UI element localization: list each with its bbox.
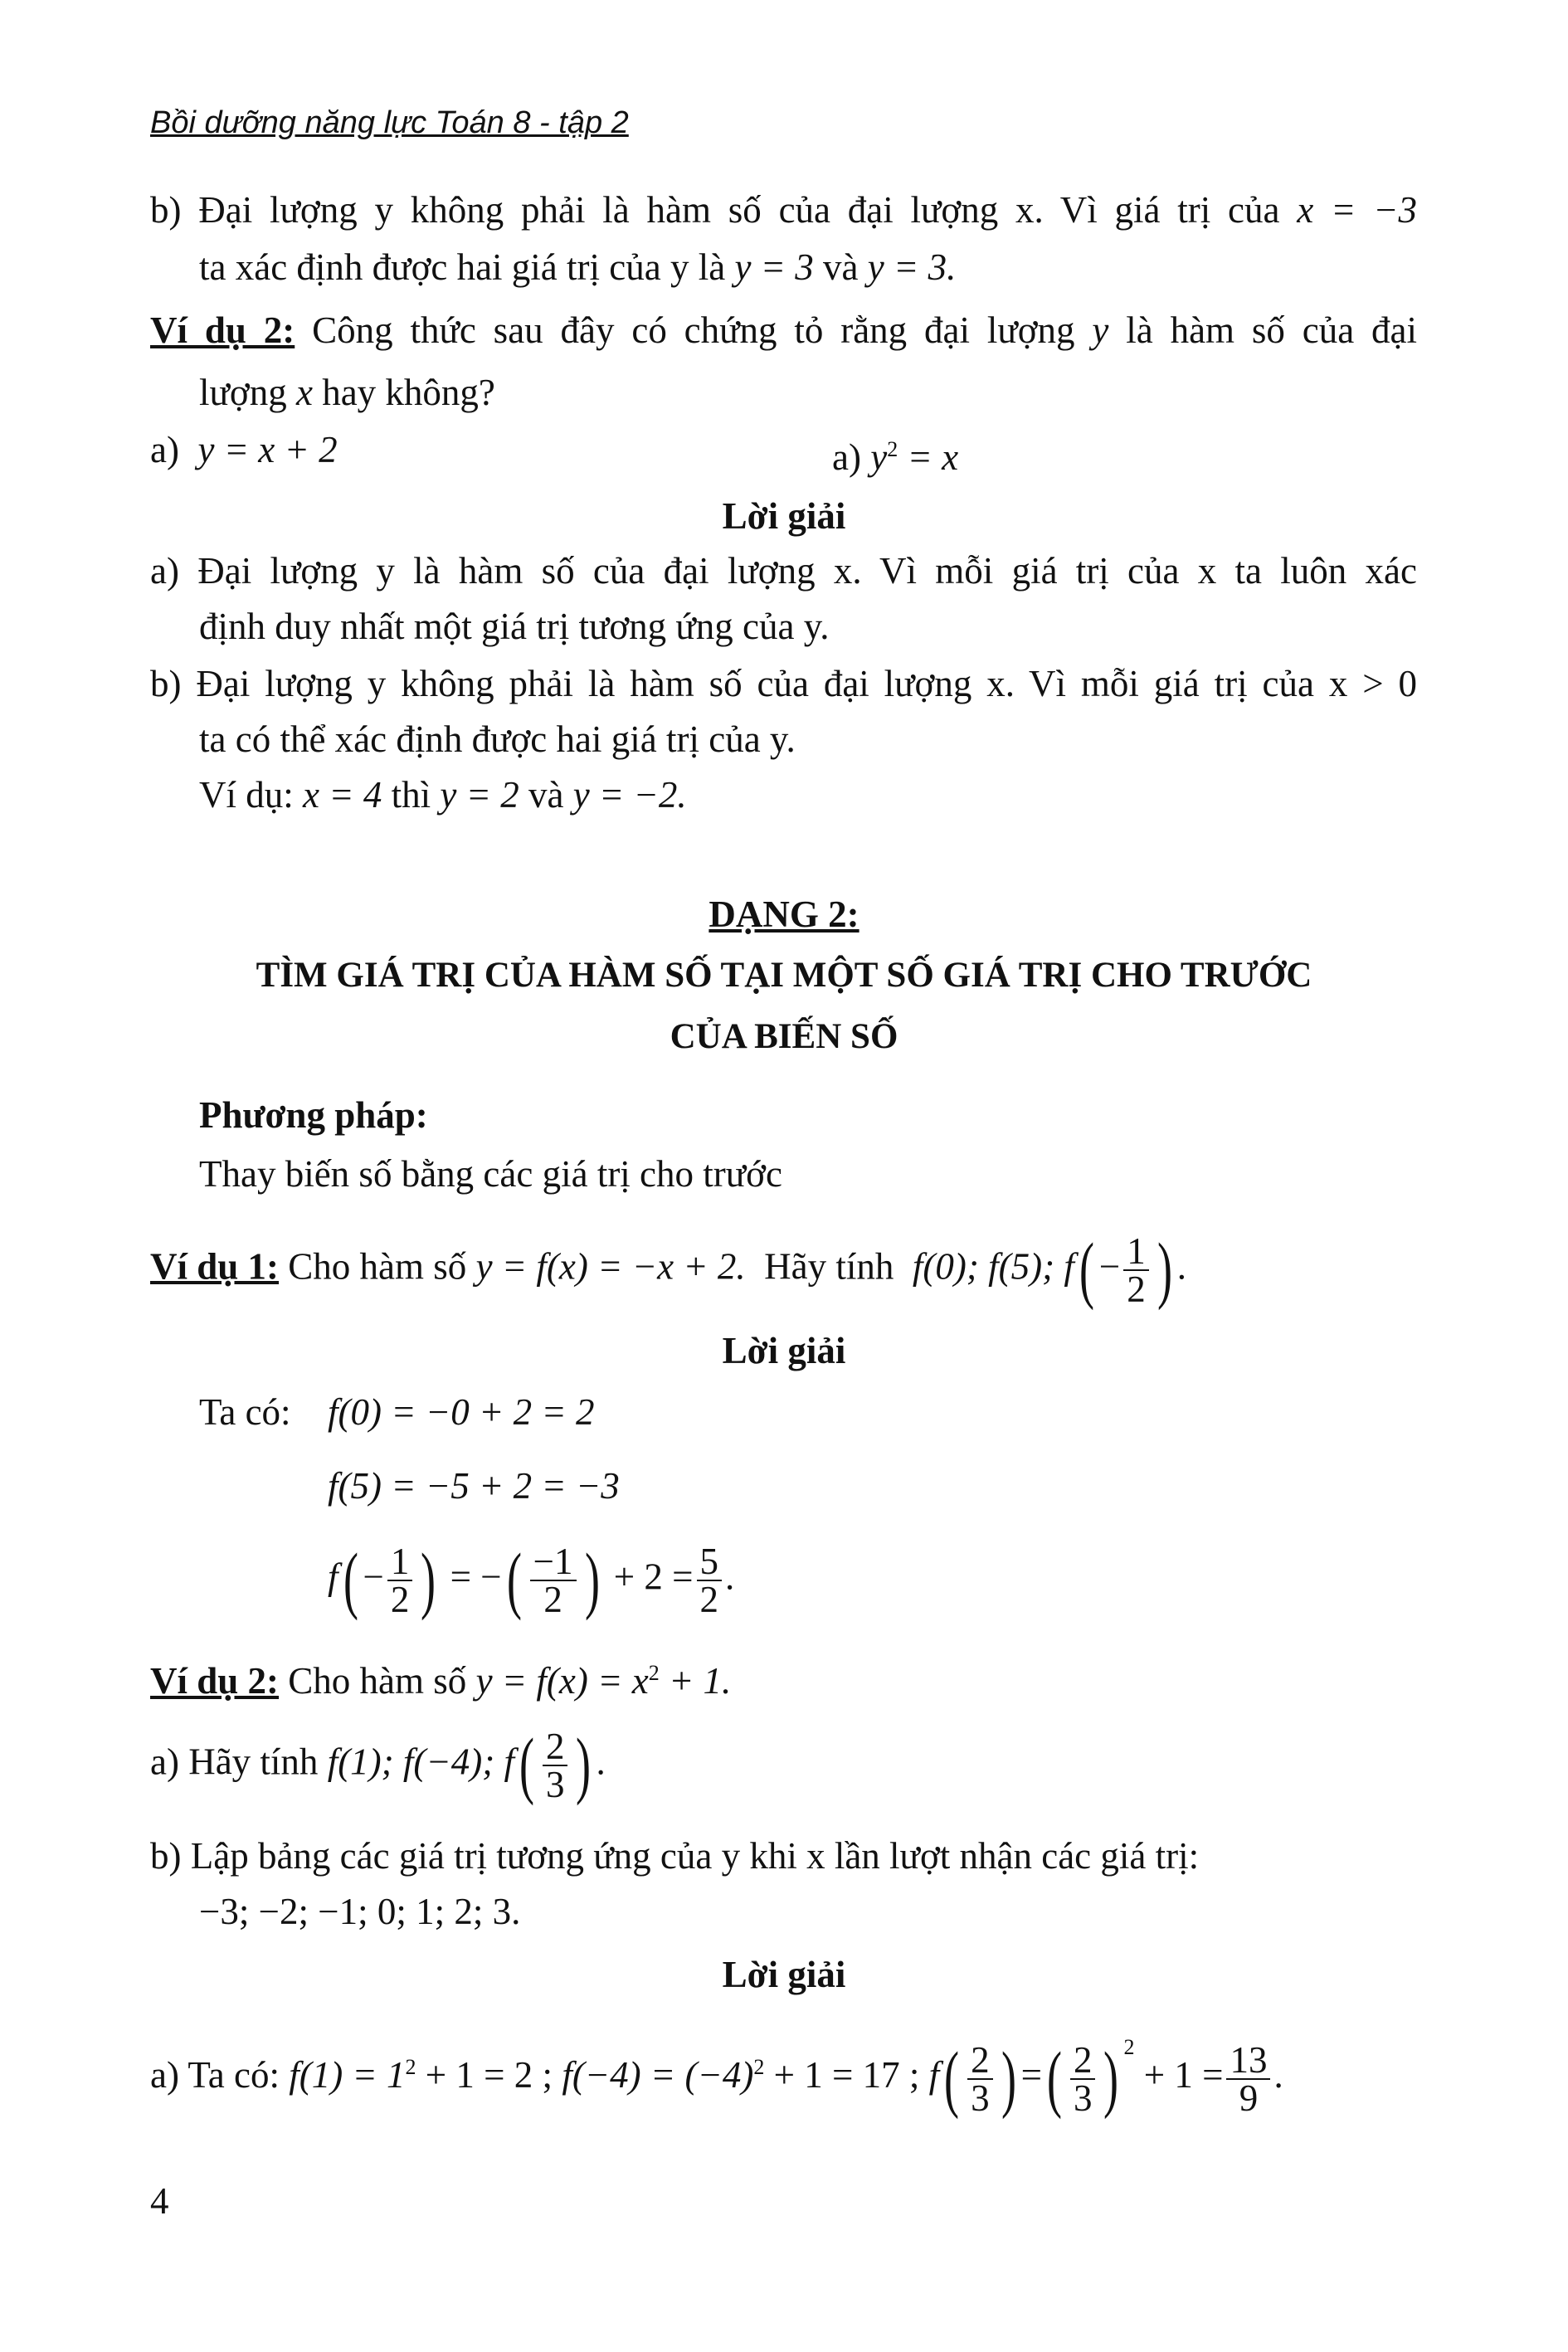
denominator: 2 [390, 1579, 410, 1620]
example-label: Ví dụ 2: [150, 1660, 280, 1702]
solution-heading: Lời giải [722, 495, 846, 537]
text: . [1176, 1245, 1186, 1288]
text: và [823, 246, 859, 288]
math: y = 2 [440, 774, 519, 816]
equation: a) Ta có: $f(1) = 1^2 + 1 = 2$ ; $f(-4) = (-4)^2 + 1 = 17$ ; f( $\frac{2}{3}$ ) =( $\frac{2}{3}$ ) $^2$ + 1 = $\frac{13}{9}$ . [150, 2035, 1283, 2120]
math: y = 3 [734, 246, 814, 288]
option-a [150, 426, 338, 473]
exponent: 2 [753, 2055, 765, 2079]
text: Ta có: [199, 1391, 291, 1433]
numerator: 2 [1070, 2042, 1096, 2080]
denominator: 3 [545, 1764, 565, 1805]
text: Công thức sau đây có chứng tỏ rằng đại lượng [312, 309, 1075, 351]
section-title: DẠNG 2: [709, 894, 859, 935]
math: + 1 = 2 ; [425, 2054, 553, 2096]
text: Cho hàm số [288, 1245, 467, 1288]
fraction [1123, 1230, 1149, 1310]
math: = x [907, 436, 959, 478]
paragraph-line [199, 772, 687, 818]
paragraph-line: định duy nhất một giá trị tương ứng của y. [199, 606, 830, 647]
math: f [928, 2054, 940, 2096]
paragraph-line [199, 1389, 291, 1435]
text: ta xác định được hai giá trị của y là [199, 246, 726, 288]
math: y = −2. [572, 774, 687, 816]
numerator: 13 [1226, 2042, 1270, 2080]
math: f(0); f(5); f [912, 1245, 1074, 1288]
math: f(1) = 1 [289, 2054, 406, 2096]
math: f(1); f(−4); f [327, 1741, 514, 1783]
section-heading: CỦA BIẾN SỐ [670, 1017, 898, 1056]
exponent: 2 [887, 437, 898, 461]
option-b [832, 426, 958, 480]
numerator: 2 [543, 1728, 568, 1766]
text: . [1273, 2054, 1283, 2096]
section-heading: TÌM GIÁ TRỊ CỦA HÀM SỐ TẠI MỘT SỐ GIÁ TRỊ CHO TRƯỚC [256, 956, 1312, 995]
denominator: 9 [1239, 2077, 1259, 2119]
math: y = 3. [867, 246, 957, 288]
paragraph-line: b) Lập bảng các giá trị tương ứng của y khi x lần lượt nhận các giá trị: [150, 1835, 1200, 1877]
text: hay không? [322, 372, 495, 413]
paragraph-line: −3; −2; −1; 0; 1; 2; 3. [199, 1891, 521, 1932]
page-number: 4 [150, 2180, 169, 2222]
fraction [387, 1543, 413, 1618]
text: . [596, 1741, 606, 1783]
text: thì [391, 774, 431, 816]
text: và [528, 774, 564, 816]
math: = − [450, 1556, 502, 1598]
math: f(−4) = (−4) [562, 2054, 754, 2096]
fraction [697, 1543, 723, 1618]
fraction [967, 2038, 993, 2119]
running-header: Bồi dưỡng năng lực Toán 8 - tập 2 [150, 105, 629, 140]
denominator: 3 [971, 2077, 990, 2119]
solution-heading: Lời giải [722, 1330, 846, 1371]
example-label: Ví dụ 2: [150, 309, 295, 351]
math: y = x + 2 [197, 429, 338, 470]
text: là hàm số của đại [1126, 309, 1418, 351]
text: . [725, 1556, 735, 1598]
math: + 1. [668, 1660, 732, 1702]
method-label: Phương pháp: [199, 1094, 428, 1136]
solution-heading: Lời giải [722, 1954, 846, 1995]
text: Ví dụ: [199, 774, 294, 816]
text: Cho hàm số [288, 1660, 467, 1702]
numerator: −1 [530, 1543, 577, 1581]
math: y = f(x) = −x + 2. [475, 1245, 746, 1288]
numerator: 1 [387, 1543, 413, 1581]
math: + 1 = 17 ; [773, 2054, 920, 2096]
equation: f(5) = −5 + 2 = −3 [328, 1465, 620, 1507]
numerator: 5 [697, 1543, 723, 1581]
paragraph-line [150, 187, 1417, 233]
paragraph-line: a) Hãy tính f(1); f(−4); f( $\frac{2}{3}$ ) . [150, 1724, 606, 1806]
math: y = f(x) = x [475, 1660, 649, 1702]
text: b) Đại lượng y không phải là hàm số của đại lượng x. Vì giá trị của [150, 189, 1280, 231]
math: y [870, 436, 888, 478]
text: Hãy tính [764, 1245, 894, 1288]
math: x = 4 [303, 774, 382, 816]
math: = [1020, 2054, 1042, 2096]
math: x [295, 372, 313, 413]
math: − [1098, 1245, 1121, 1288]
method-text: Thay biến số bằng các giá trị cho trước [199, 1153, 782, 1195]
math: − [363, 1556, 384, 1598]
example-heading: Ví dụ 1: Cho hàm số y = f(x) = −x + 2. Hãy tính f(0); f(5); f( − $\frac{1}{2}$ ) . [150, 1229, 1186, 1311]
example-label: Ví dụ 1: [150, 1245, 280, 1288]
text: a) [832, 436, 861, 478]
denominator: 3 [1073, 2077, 1093, 2119]
exponent: 2 [405, 2055, 416, 2079]
paragraph-line: ta có thể xác định được hai giá trị của y. [199, 718, 796, 760]
math: + 1 = [1143, 2054, 1224, 2096]
math: f [328, 1556, 338, 1598]
paragraph-line: a) Đại lượng y là hàm số của đại lượng x. Vì mỗi giá trị của x ta luôn xác [150, 550, 1417, 592]
exponent: 2 [648, 1661, 660, 1685]
denominator: 2 [699, 1579, 719, 1620]
fraction [530, 1543, 577, 1618]
equation: f(0) = −0 + 2 = 2 [328, 1391, 595, 1433]
numerator: 2 [967, 2042, 993, 2080]
paragraph-line: b) Đại lượng y không phải là hàm số của đại lượng x. Vì mỗi giá trị của x > 0 [150, 663, 1417, 704]
fraction [543, 1728, 568, 1803]
text: a) Hãy tính [150, 1741, 319, 1783]
fraction [1070, 2038, 1096, 2119]
text: a) [150, 429, 179, 470]
equation: f( − $\frac{1}{2}$ ) = −( $\frac{-1}{2}$ ) + 2 = $\frac{5}{2}$ . [328, 1539, 735, 1621]
exponent: 2 [1123, 2035, 1135, 2059]
paragraph-line [199, 369, 495, 416]
example-heading [150, 1650, 731, 1704]
paragraph-line [199, 244, 956, 290]
math: x = −3 [1297, 189, 1417, 231]
math: y [1092, 309, 1109, 351]
example-heading [150, 307, 1417, 353]
text: lượng [199, 372, 287, 413]
fraction [1226, 2038, 1270, 2119]
denominator: 2 [543, 1579, 562, 1620]
text: a) Ta có: [150, 2054, 280, 2096]
math: + 2 = [613, 1556, 694, 1598]
numerator: 1 [1123, 1233, 1149, 1271]
denominator: 2 [1127, 1269, 1146, 1310]
